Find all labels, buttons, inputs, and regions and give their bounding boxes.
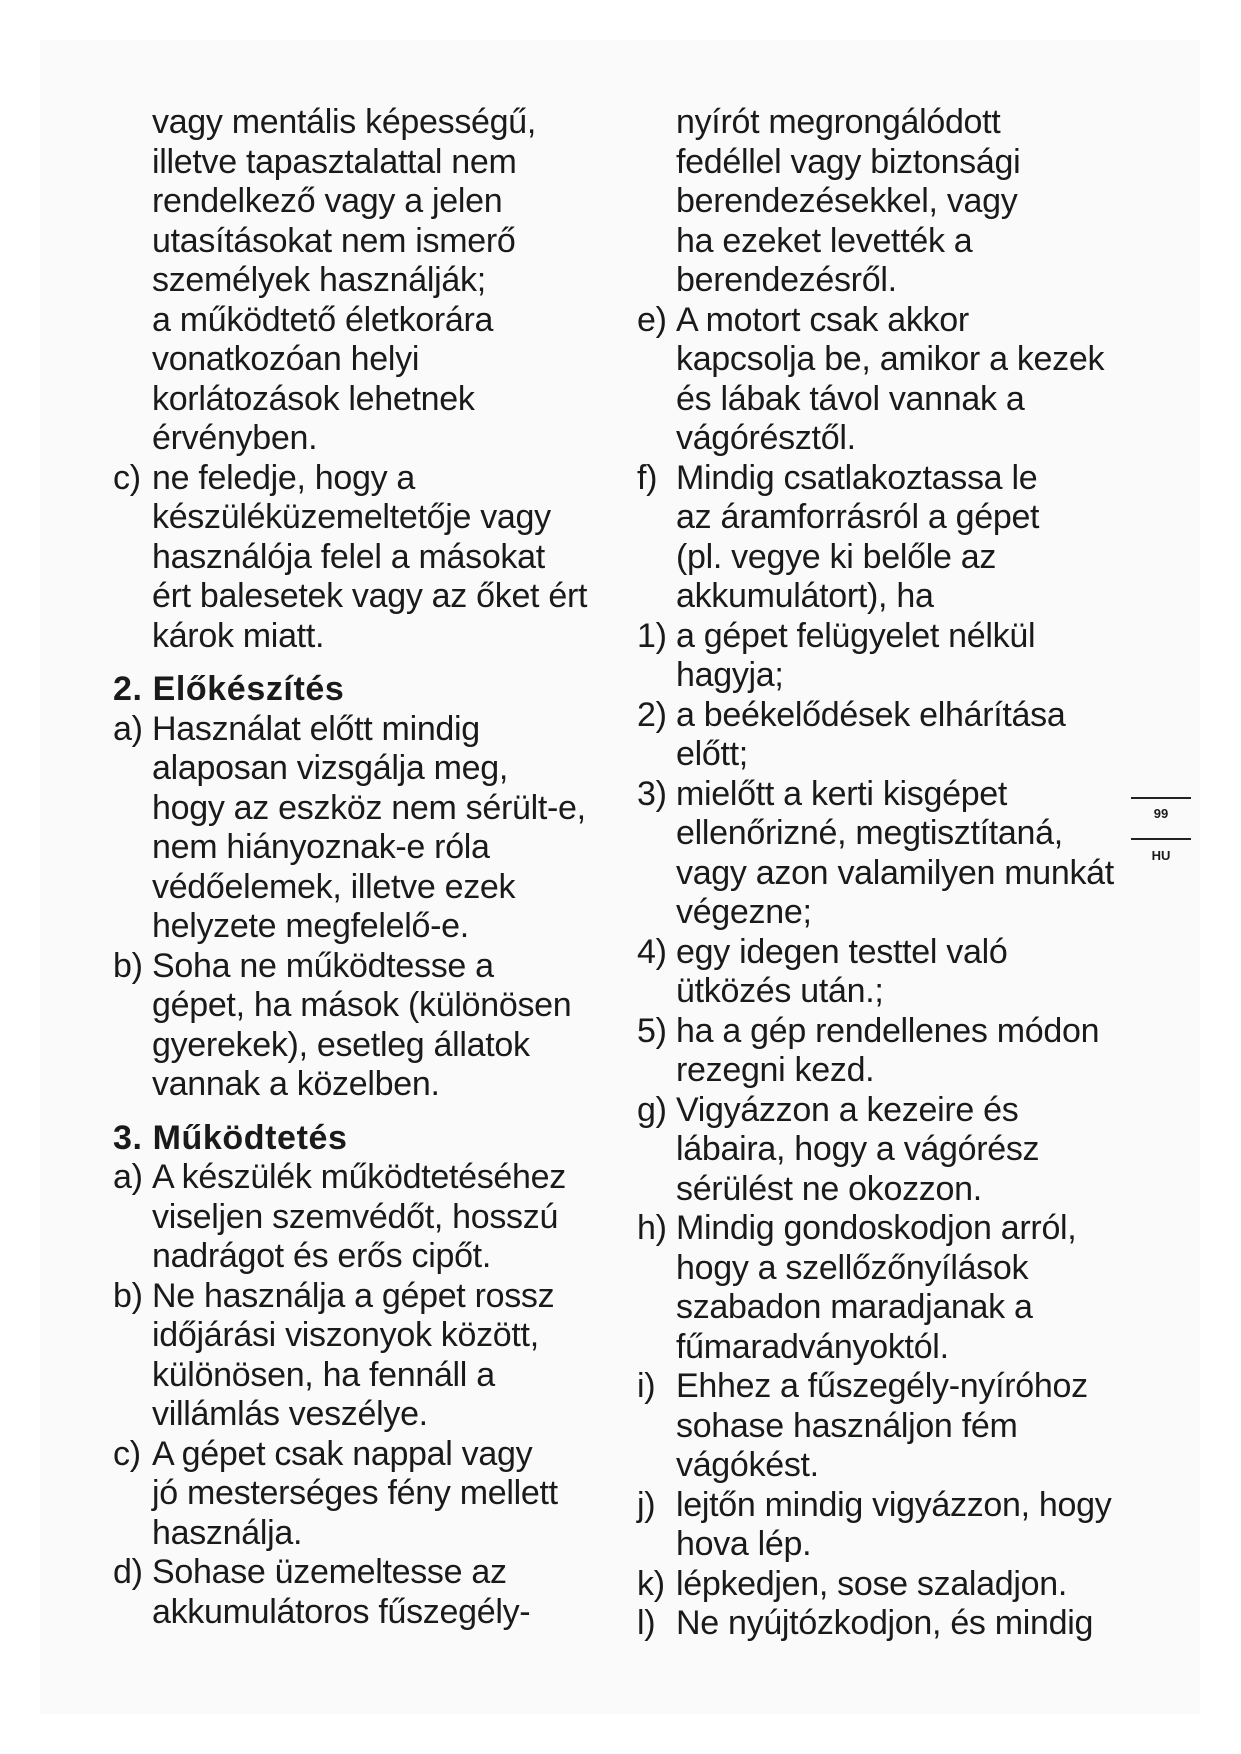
item-text: lépkedjen, sose szaladjon. — [676, 1564, 1068, 1603]
item-text: előtt; — [676, 735, 748, 773]
list-item-e — [637, 301, 1157, 459]
list-item-5 — [637, 1012, 1157, 1091]
text-line: utasításokat nem ismerő — [152, 221, 516, 260]
text-line: nyírót megrongálódott — [676, 103, 1001, 141]
section-heading-operation: 3. Működtetés — [113, 1118, 348, 1157]
list-item-f — [637, 459, 1157, 617]
item-text: A motort csak akkor — [676, 300, 969, 339]
item-text: és lábak távol vannak a — [676, 379, 1025, 418]
item-text: az áramforrásról a gépet — [676, 498, 1040, 536]
item-text: nadrágot és erős cipőt. — [152, 1237, 491, 1275]
text-line: a működtető életkorára — [152, 300, 494, 339]
item-text: A gépet csak nappal vagy — [152, 1434, 533, 1473]
item-label: a) — [113, 1158, 143, 1196]
item-text: készüléküzemeltetője vagy — [152, 498, 551, 536]
item-label: c) — [113, 458, 141, 497]
list-item-b — [113, 1277, 633, 1435]
item-label: 2) — [637, 695, 667, 734]
item-text: villámlás veszélye. — [152, 1395, 428, 1433]
item-label: c) — [113, 1434, 141, 1473]
item-text: lábaira, hogy a vágórész — [676, 1130, 1040, 1168]
item-text: ha a gép rendellenes módon — [676, 1011, 1100, 1050]
item-text: hogy a szellőzőnyílások — [676, 1248, 1029, 1287]
item-text: Sohase üzemeltesse az — [152, 1553, 507, 1591]
left-column — [113, 103, 633, 1632]
item-text: egy idegen testtel való — [676, 932, 1008, 971]
item-text: Használat előtt mindig — [152, 709, 480, 748]
item-text: vagy azon valamilyen munkát — [676, 853, 1114, 892]
item-text: Ehhez a fűszegély-nyíróhoz — [676, 1367, 1088, 1405]
item-text: végezne; — [676, 893, 812, 931]
right-column — [637, 103, 1157, 1644]
text-line: vagy mentális képességű, — [152, 103, 537, 141]
item-text: (pl. vegye ki belőle az — [676, 537, 997, 576]
item-text: vágórésztől. — [676, 419, 856, 457]
language-code: HU — [1151, 848, 1171, 863]
item-text: jó mesterséges fény mellett — [152, 1474, 558, 1512]
list-item-2 — [637, 696, 1157, 775]
item-text: használója felel a másokat — [152, 537, 545, 576]
item-label: 1) — [637, 616, 667, 655]
page-number: 99 — [1153, 806, 1169, 821]
item-text: hova lép. — [676, 1525, 812, 1563]
text-line: fedéllel vagy biztonsági — [676, 142, 1021, 181]
item-label: b) — [113, 946, 143, 985]
item-text: vannak a közelben. — [152, 1065, 440, 1103]
item-label: i) — [637, 1367, 656, 1405]
item-text: gépet, ha mások (különösen — [152, 986, 572, 1024]
page-marker-top-rule — [1131, 797, 1191, 799]
item-text: nem hiányoznak-e róla — [152, 828, 490, 866]
list-item-c — [113, 459, 633, 657]
item-text: Vigyázzon a kezeire és — [676, 1090, 1019, 1129]
list-item-j — [637, 1486, 1157, 1565]
list-item-g — [637, 1091, 1157, 1210]
item-text: sérülést ne okozzon. — [676, 1169, 982, 1208]
item-text: a beékelődések elhárítása — [676, 695, 1066, 734]
item-text: a gépet felügyelet nélkül — [676, 616, 1036, 655]
item-text: viseljen szemvédőt, hosszú — [152, 1197, 559, 1236]
item-label: 3) — [637, 774, 667, 813]
item-label: f) — [637, 458, 658, 497]
item-label: d) — [113, 1553, 143, 1591]
item-text: időjárási viszonyok között, — [152, 1316, 539, 1354]
right-intro-block — [637, 103, 1157, 301]
item-text: ért balesetek vagy az őket ért — [152, 577, 588, 615]
left-intro-block — [113, 103, 633, 459]
item-text: védőelemek, illetve ezek — [152, 867, 516, 906]
item-text: Ne nyújtózkodjon, és mindig — [676, 1604, 1094, 1642]
page-marker-divider — [1131, 838, 1191, 840]
text-line: berendezésekkel, vagy — [676, 182, 1018, 220]
item-text: A készülék működtetéséhez — [152, 1158, 566, 1196]
text-line: érvényben. — [152, 419, 318, 457]
item-text: szabadon maradjanak a — [676, 1288, 1033, 1326]
list-item-i — [637, 1367, 1157, 1486]
item-text: hagyja; — [676, 656, 784, 694]
item-text: mielőtt a kerti kisgépet — [676, 774, 1008, 813]
item-text: kapcsolja be, amikor a kezek — [676, 340, 1105, 378]
item-text: sohase használjon fém — [676, 1406, 1018, 1445]
item-text: vágókést. — [676, 1446, 819, 1484]
list-item-d — [113, 1553, 633, 1632]
item-text: Mindig csatlakoztassa le — [676, 458, 1038, 497]
item-text: alaposan vizsgálja meg, — [152, 749, 508, 787]
list-item-l — [637, 1604, 1157, 1644]
item-text: használja. — [152, 1513, 303, 1552]
item-label: a) — [113, 709, 143, 748]
list-item-a — [113, 710, 633, 947]
item-label: 4) — [637, 932, 667, 971]
item-label: b) — [113, 1276, 143, 1315]
list-item-k — [637, 1565, 1157, 1605]
item-text: károk miatt. — [152, 616, 325, 655]
item-label: l) — [637, 1604, 656, 1642]
list-item-1 — [637, 617, 1157, 696]
text-line: rendelkező vagy a jelen — [152, 182, 503, 220]
list-item-4 — [637, 933, 1157, 1012]
item-text: Soha ne működtesse a — [152, 946, 494, 985]
list-item-a — [113, 1158, 633, 1277]
item-label: h) — [637, 1209, 667, 1247]
item-label: k) — [637, 1564, 665, 1603]
item-label: e) — [637, 300, 667, 339]
item-text: fűmaradványoktól. — [676, 1327, 949, 1366]
item-text: akkumulátort), ha — [676, 577, 934, 615]
item-text: különösen, ha fennáll a — [152, 1355, 495, 1394]
list-item-c — [113, 1435, 633, 1554]
item-text: ne feledje, hogy a — [152, 458, 416, 497]
text-line: berendezésről. — [676, 261, 897, 299]
section-heading-preparation: 2. Előkészítés — [113, 670, 345, 708]
text-line: személyek használják; — [152, 261, 486, 299]
text-line: vonatkozóan helyi — [152, 340, 420, 378]
item-text: ellenőrizné, megtisztítaná, — [676, 814, 1063, 852]
list-item-b — [113, 947, 633, 1105]
item-text: lejtőn mindig vigyázzon, hogy — [676, 1485, 1112, 1524]
list-item-3 — [637, 775, 1157, 933]
text-line: illetve tapasztalattal nem — [152, 142, 517, 181]
item-label: j) — [637, 1485, 656, 1524]
list-item-h — [637, 1209, 1157, 1367]
text-line: ha ezeket levették a — [676, 221, 973, 260]
item-label: 5) — [637, 1011, 667, 1050]
item-text: Mindig gondoskodjon arról, — [676, 1209, 1077, 1247]
item-text: hogy az eszköz nem sérült-e, — [152, 788, 586, 827]
item-text: rezegni kezd. — [676, 1051, 875, 1089]
item-text: helyzete megfelelő-e. — [152, 907, 469, 945]
item-text: ütközés után.; — [676, 972, 884, 1010]
item-text: Ne használja a gépet rossz — [152, 1276, 555, 1315]
item-text: gyerekek), esetleg állatok — [152, 1025, 530, 1064]
text-line: korlátozások lehetnek — [152, 379, 475, 418]
item-text: akkumulátoros fűszegély- — [152, 1592, 531, 1631]
item-label: g) — [637, 1090, 667, 1129]
